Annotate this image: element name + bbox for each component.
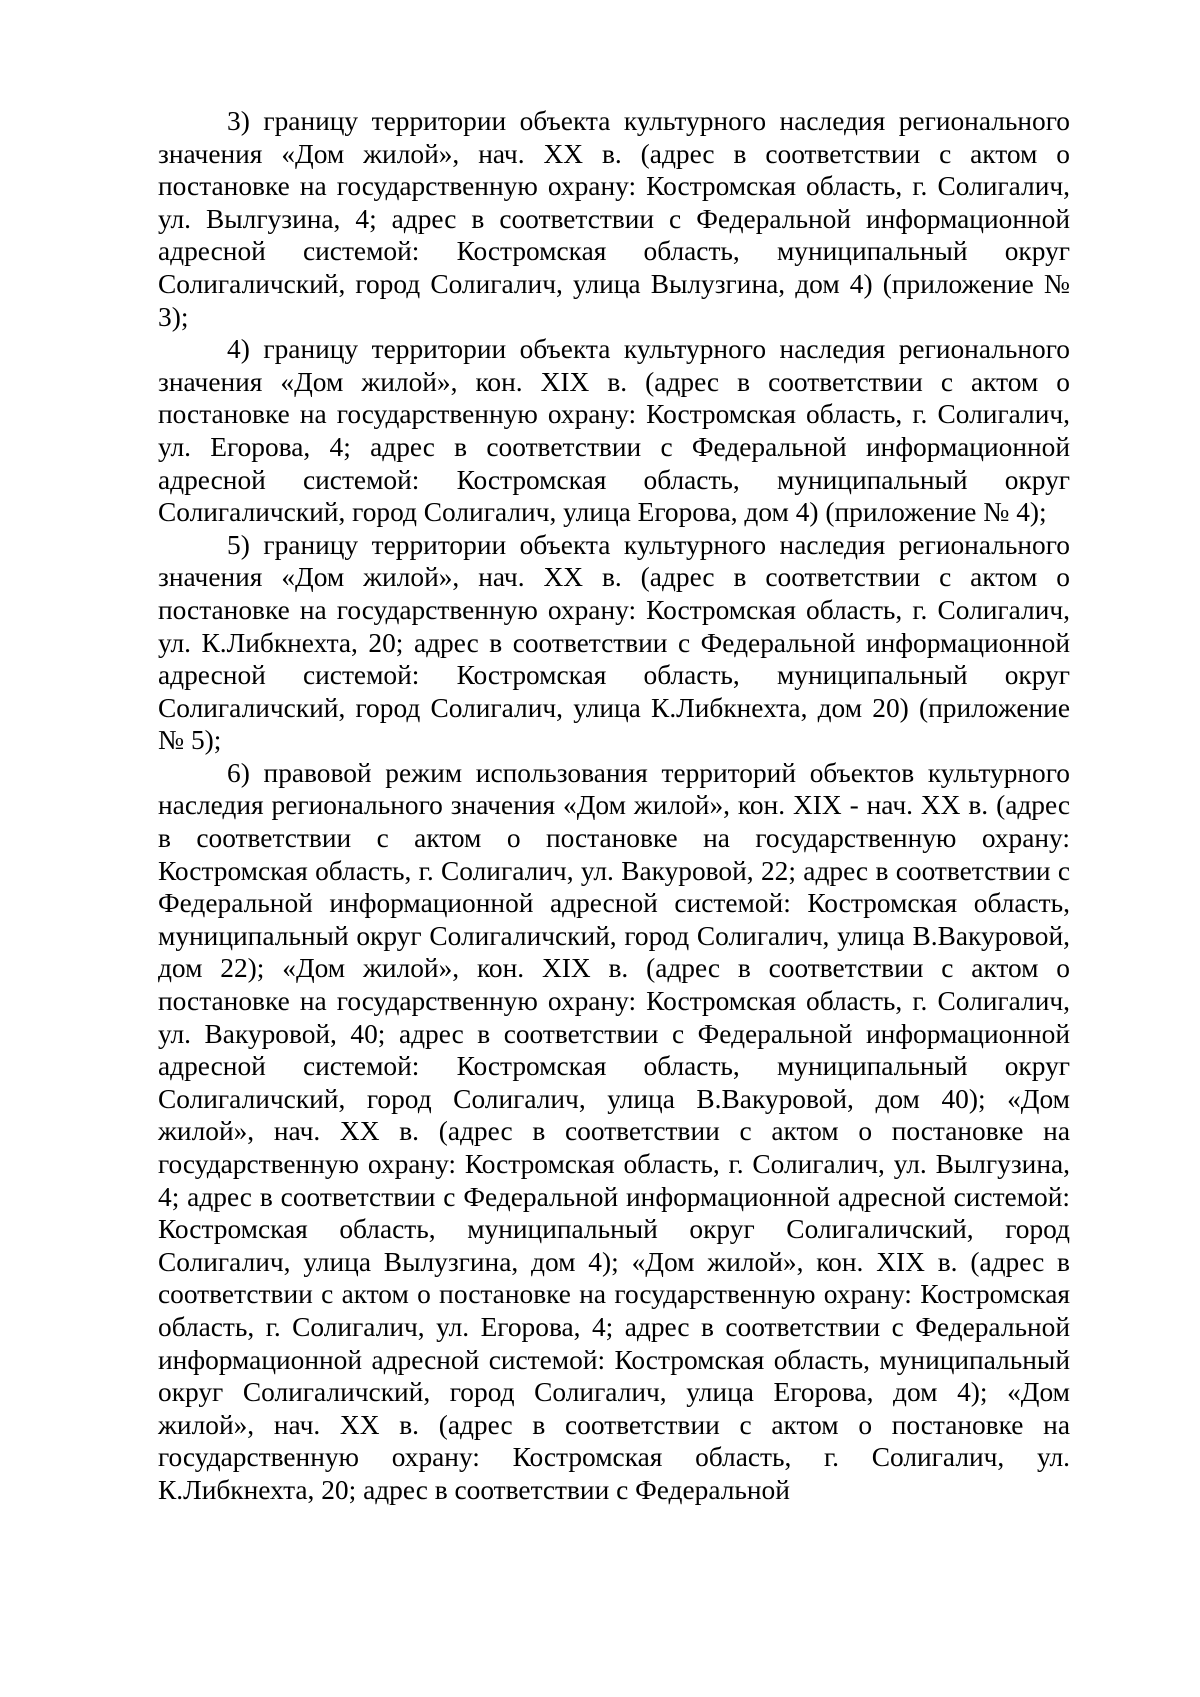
document-page — [158, 105, 1070, 1507]
paragraph-item-5: 5) границу территории объекта культурного наследия регионального значения «Дом жилой», нач. XX в. (адрес в соответствии с актом о постановке на государственную охрану: Костромская область, г. Солигалич, ул. К.Либкнехта, 20; адрес в соответствии с Федеральной информационной адресной системой: Костромская область, муниципальный округ Солигаличский, город Солигалич, улица К.Либкнехта, дом 20) (приложение № 5); — [158, 529, 1070, 756]
paragraph-item-4: 4) границу территории объекта культурного наследия регионального значения «Дом жилой», кон. XIX в. (адрес в соответствии с актом о постановке на государственную охрану: Костромская область, г. Солигалич, ул. Егорова, 4; адрес в соответствии с Федеральной информационной адресной системой: Костромская область, муниципальный округ Солигаличский, город Солигалич, улица Егорова, дом 4) (приложение № 4); — [158, 334, 1070, 528]
paragraph-item-6: 6) правовой режим использования территорий объектов культурного наследия регионального значения «Дом жилой», кон. XIX - нач. XX в. (адрес в соответствии с актом о постановке на государственную охрану: Костромская область, г. Солигалич, ул. Вакуровой, 22; адрес в соответствии с Федеральной информационной адресной системой: Костромская область, муниципальный округ Солигаличский, город Солигалич, улица В.Вакуровой, дом 22); «Дом жилой», кон. XIX в. (адрес в соответствии с актом о постановке на государственную охрану: Костромская область, г. Солигалич, ул. Вакуровой, 40; адрес в соответствии с Федеральной информационной адресной системой: Костромская область, муниципальный округ Солигаличский, город Солигалич, улица В.Вакуровой, дом 40); «Дом жилой», нач. XX в. (адрес в соответствии с актом о постановке на государственную охрану: Костромская область, г. Солигалич, ул. Вылгузина, 4; адрес в соответствии с Федеральной информационной адресной системой: Костромская область, муниципальный округ Солигаличский, город Солигалич, улица Вылузгина, дом 4); «Дом жилой», кон. XIX в. (адрес в соответствии с актом о постановке на государственную охрану: Костромская область, г. Солигалич, ул. Егорова, 4; адрес в соответствии с Федеральной информационной адресной системой: Костромская область, муниципальный округ Солигаличский, город Солигалич, улица Егорова, дом 4); «Дом жилой», нач. XX в. (адрес в соответствии с актом о постановке на государственную охрану: Костромская область, г. Солигалич, ул. К.Либкнехта, 20; адрес в соответствии с Федеральной — [158, 757, 1070, 1505]
paragraph-item-3: 3) границу территории объекта культурного наследия регионального значения «Дом жилой», нач. XX в. (адрес в соответствии с актом о постановке на государственную охрану: Костромская область, г. Солигалич, ул. Вылгузина, 4; адрес в соответствии с Федеральной информационной адресной системой: Костромская область, муниципальный округ Солигаличский, город Солигалич, улица Вылузгина, дом 4) (приложение № 3); — [158, 106, 1070, 332]
